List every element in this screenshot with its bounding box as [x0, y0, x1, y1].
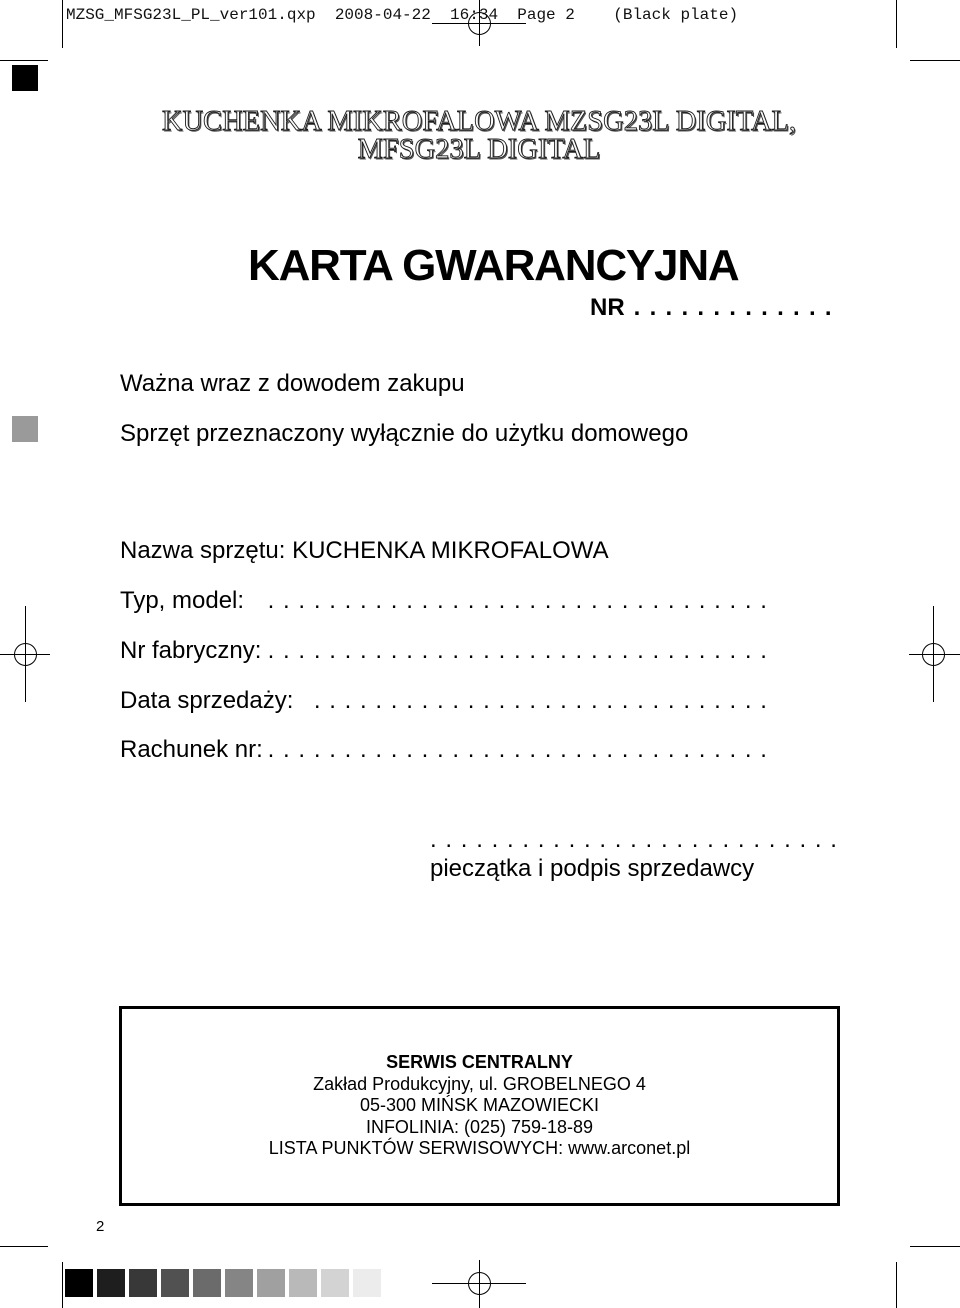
signature-caption: pieczątka i podpis sprzedawcy	[430, 855, 755, 882]
color-bar-swatch	[129, 1269, 157, 1297]
service-heading: SERWIS CENTRALNY	[386, 1052, 573, 1072]
usage-note: Sprzęt przeznaczony wyłącznie do użytku domowego	[120, 420, 689, 447]
field-row-serial-number	[120, 639, 768, 663]
validity-note: Ważna wraz z dowodem zakupu	[120, 370, 465, 397]
color-bar-swatch	[65, 1269, 93, 1297]
color-bar-swatch	[193, 1269, 221, 1297]
service-info-text	[122, 1052, 837, 1160]
card-number-dots: . . . . . . . . . . . . .	[633, 294, 833, 321]
warranty-card-heading: KARTA GWARANCYJNA	[248, 241, 739, 290]
registration-square-gray	[12, 416, 38, 442]
color-bar-swatch	[353, 1269, 381, 1297]
signature-dots: . . . . . . . . . . . . . . . . . . . . . . . . . . .	[430, 826, 838, 853]
field-row-sale-date	[120, 689, 768, 713]
field-dots-type-model: . . . . . . . . . . . . . . . . . . . . . . . . . . . . . . . . .	[267, 587, 768, 614]
card-number-row	[590, 296, 833, 320]
registration-mark-right	[909, 606, 960, 702]
service-address-line: Zakład Produkcyjny, ul. GROBELNEGO 4	[313, 1073, 646, 1094]
registration-square-black	[12, 65, 38, 91]
color-bar-swatch	[161, 1269, 189, 1297]
field-label-sale-date: Data sprzedaży:	[120, 687, 294, 714]
service-info-box	[119, 1006, 840, 1206]
color-bar-swatch	[97, 1269, 125, 1297]
device-name-label: Nazwa sprzętu:	[120, 537, 286, 564]
crop-mark-bottom-right	[897, 1247, 960, 1308]
registration-mark-bottom	[432, 1260, 526, 1308]
product-title-line-2: MFSG23L DIGITAL	[357, 134, 601, 165]
color-bar-swatch	[289, 1269, 317, 1297]
color-bar-swatch	[225, 1269, 253, 1297]
service-city-line: 05-300 MIŃSK MAZOWIECKI	[359, 1095, 600, 1115]
product-title-line-1: KUCHENKA MIKROFALOWA MZSG23L DIGITAL,	[161, 106, 797, 137]
field-row-invoice-number	[120, 738, 768, 762]
slug-page: Page 2	[517, 6, 575, 24]
card-number-label: NR	[590, 294, 625, 321]
field-dots-serial-number: . . . . . . . . . . . . . . . . . . . . . . . . . . . . . . . . .	[267, 637, 768, 664]
slug-plate: (Black plate)	[613, 6, 739, 24]
slug-date: 2008-04-22	[334, 6, 431, 24]
field-label-invoice-number: Rachunek nr:	[120, 736, 263, 763]
crop-mark-top-right	[897, 0, 960, 61]
service-points-line: LISTA PUNKTÓW SERWISOWYCH: www.arconet.pl	[268, 1138, 691, 1158]
crop-mark-bottom-left	[0, 1247, 63, 1308]
color-bar-swatch	[257, 1269, 285, 1297]
device-name-value: KUCHENKA MIKROFALOWA	[292, 537, 609, 564]
color-bar	[65, 1269, 381, 1297]
field-label-type-model: Typ, model:	[120, 587, 245, 614]
slug-time: 16:34	[450, 6, 499, 24]
registration-circle	[469, 1273, 491, 1295]
product-title	[0, 108, 958, 164]
field-dots-sale-date: . . . . . . . . . . . . . . . . . . . . . . . . . . . . . .	[313, 687, 768, 714]
page-number: 2	[96, 1218, 105, 1235]
registration-circle	[923, 644, 945, 666]
registration-mark-left	[0, 606, 50, 702]
field-label-serial-number: Nr fabryczny:	[120, 637, 262, 664]
crop-mark-top-left	[0, 0, 63, 61]
field-row-type-model	[120, 589, 768, 613]
slug-file-name: MZSG_MFSG23L_PL_ver101.qxp	[66, 6, 316, 24]
registration-circle	[15, 644, 37, 666]
color-bar-swatch	[321, 1269, 349, 1297]
field-dots-invoice-number: . . . . . . . . . . . . . . . . . . . . . . . . . . . . . . . . .	[267, 736, 768, 763]
service-hotline-line: INFOLINIA: (025) 759-18-89	[365, 1116, 594, 1137]
device-name-row	[120, 539, 609, 563]
printer-slug	[66, 7, 738, 23]
